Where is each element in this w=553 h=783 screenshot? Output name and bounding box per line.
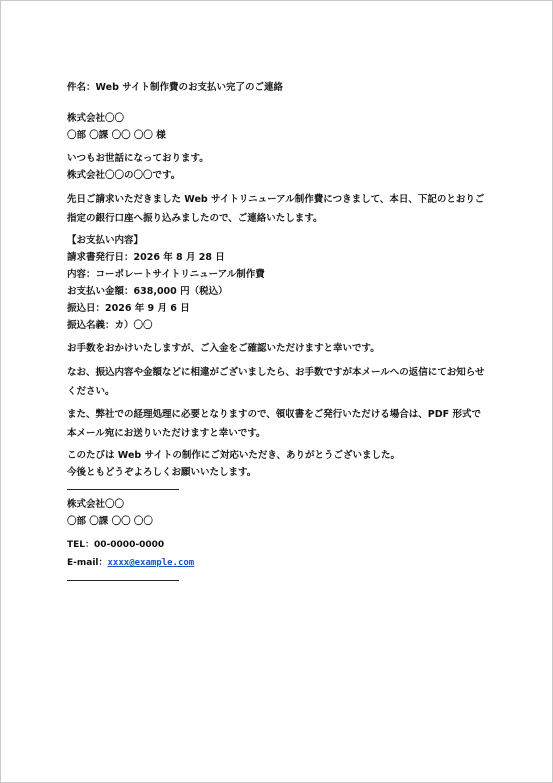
recipient-company: 株式会社〇〇: [67, 113, 125, 124]
signature-person: 〇部 〇課 〇〇 〇〇: [67, 516, 153, 527]
detail-transfer-name: 振込名義：カ）〇〇: [67, 320, 153, 331]
greeting-line-2: 株式会社〇〇の〇〇です。: [67, 170, 181, 181]
signature-company: 株式会社〇〇: [67, 499, 125, 510]
detail-amount: お支払い金額：638,000 円（税込）: [67, 286, 228, 297]
signature-divider-top: [67, 489, 179, 490]
signature-email-label: E-mail：: [67, 558, 108, 568]
subject-line: 件名：Web サイト制作費のお支払い完了のご連絡: [67, 82, 284, 93]
signature-tel: TEL：00-0000-0000: [67, 540, 165, 550]
recipient-person: 〇部 〇課 〇〇 〇〇 様: [67, 130, 166, 141]
closing-line-1: このたびは Web サイトの制作にご対応いただき、ありがとうございました。: [67, 450, 400, 461]
receipt-paragraph: また、弊社での経理処理に必要となりますので、領収書をご発行いただける場合は、PDF 形式で本メール宛にお送りいただけますと幸いです。: [67, 409, 481, 439]
detail-transfer-date: 振込日：2026 年 9 月 6 日: [67, 303, 190, 314]
confirm-paragraph: お手数をおかけいたしますが、ご入金をご確認いただけますと幸いです。: [67, 343, 380, 354]
signature-email-row: [67, 554, 487, 572]
detail-invoice-date: 請求書発行日：2026 年 8 月 28 日: [67, 252, 225, 263]
discrepancy-paragraph: なお、振込内容や金額などに相違がございましたら、お手数ですが本メールへの返信にてお知らせください。: [67, 367, 485, 397]
greeting-line-1: いつもお世話になっております。: [67, 153, 209, 164]
detail-content: 内容：コーポレートサイトリニューアル制作費: [67, 269, 265, 280]
intro-paragraph: 先日ご請求いただきました Web サイトリニューアル制作費につきまして、本日、下記のとおりご指定の銀行口座へ振り込みましたので、ご連絡いたします。: [67, 194, 485, 224]
email-body: [67, 79, 487, 587]
details-heading: 【お支払い内容】: [67, 235, 144, 246]
closing-line-2: 今後ともどうぞよろしくお願いいたします。: [67, 467, 257, 478]
signature-email-link[interactable]: xxxx@example.com: [107, 558, 195, 568]
signature-divider-bottom: [67, 580, 179, 581]
